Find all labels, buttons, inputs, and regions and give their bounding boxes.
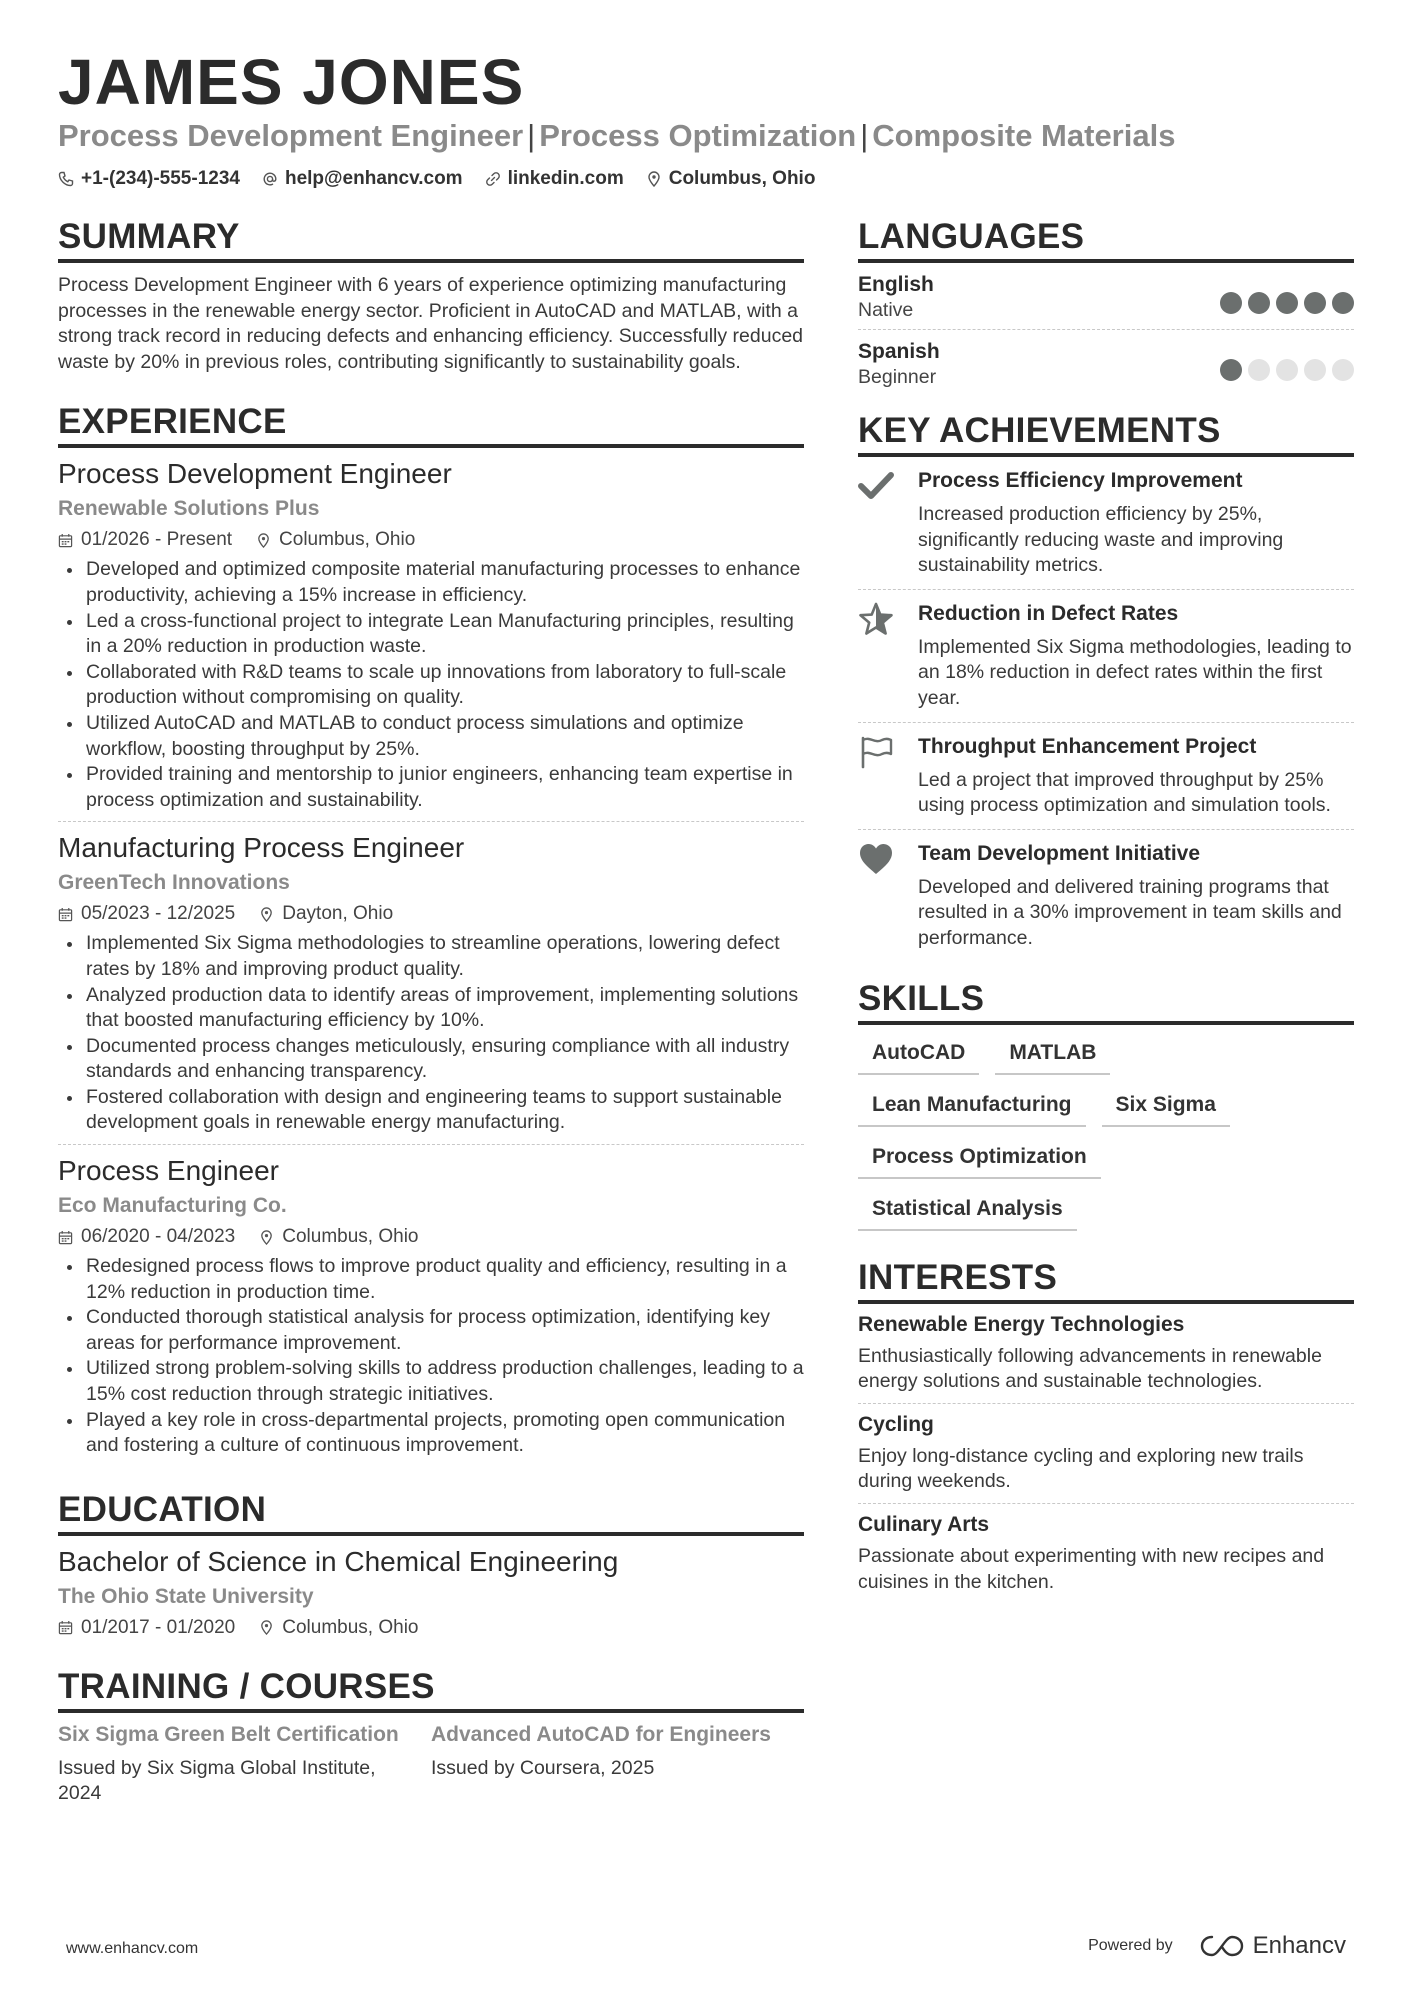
section-heading: SKILLS: [858, 978, 1354, 1025]
language-name: English: [858, 273, 934, 296]
job-entry: [58, 822, 804, 1145]
contact-linkedin[interactable]: [485, 168, 624, 190]
job-entry: [58, 448, 804, 822]
job-dates: 06/2020 - 04/2023: [81, 1226, 236, 1248]
link-icon: [485, 171, 501, 187]
brand-name: Enhancv: [1252, 1932, 1346, 1959]
flag-icon: [858, 735, 894, 769]
list-item: Analyzed production data to identify areas of improvement, implementing solutions that boosted manufacturing efficiency by 10%.: [58, 983, 804, 1034]
left-column: [58, 216, 804, 1807]
section-heading: KEY ACHIEVEMENTS: [858, 410, 1354, 457]
education-meta: [58, 1614, 804, 1642]
company-name: GreenTech Innovations: [58, 871, 290, 895]
job-title: Process Development Engineer: [58, 458, 452, 490]
achievement-item: [858, 723, 1354, 830]
achievement-title: Process Efficiency Improvement: [918, 469, 1243, 492]
enhancv-logo-icon: [1199, 1933, 1245, 1959]
proficiency-dot-filled: [1304, 292, 1326, 314]
section-heading: SUMMARY: [58, 216, 804, 263]
contact-email[interactable]: [262, 168, 463, 190]
location-text: Columbus, Ohio: [668, 168, 816, 189]
right-column: [858, 216, 1354, 1603]
language-level: Beginner: [858, 366, 937, 388]
education-location: Columbus, Ohio: [282, 1616, 419, 1638]
contact-bar: [58, 168, 815, 190]
job-meta: [58, 900, 804, 928]
language-level: Native: [858, 299, 914, 321]
contact-phone[interactable]: [58, 168, 240, 190]
phone-text: +1-(234)-555-1234: [81, 168, 240, 189]
location-pin-icon: [259, 1620, 274, 1635]
job-location: Columbus, Ohio: [282, 1226, 419, 1248]
language-item: [858, 263, 1354, 330]
course-desc: Issued by Six Sigma Global Institute, 2024: [58, 1756, 376, 1805]
proficiency-dot-empty: [1248, 359, 1270, 381]
brand-logo[interactable]: [1199, 1932, 1346, 1960]
job-meta: [58, 1223, 804, 1251]
headline-title-2: Process Optimization: [539, 118, 857, 153]
footer-branding: [1088, 1932, 1346, 1960]
list-item: Played a key role in cross-departmental projects, promoting open communication and fostering a culture of continuous improvement.: [58, 1408, 804, 1459]
job-meta: [58, 526, 804, 554]
achievement-desc: Led a project that improved throughput by 25% using process optimization and simulation tools.: [918, 768, 1331, 817]
skill-tag: MATLAB: [995, 1037, 1110, 1075]
job-bullets: [58, 1254, 804, 1459]
skill-tag: Lean Manufacturing: [858, 1089, 1086, 1127]
achievement-title: Reduction in Defect Rates: [918, 601, 1179, 625]
interest-item: [858, 1404, 1354, 1504]
email-text: help@enhancv.com: [284, 168, 463, 189]
skill-tag: Statistical Analysis: [858, 1193, 1077, 1231]
job-dates: 05/2023 - 12/2025: [81, 903, 236, 925]
proficiency-dot-filled: [1276, 292, 1298, 314]
proficiency-dot-filled: [1332, 292, 1354, 314]
candidate-name: JAMES JONES: [58, 46, 525, 118]
course-desc: Issued by Coursera, 2025: [431, 1756, 655, 1779]
calendar-icon: [58, 1620, 73, 1635]
degree-title: Bachelor of Science in Chemical Engineering: [58, 1545, 619, 1577]
list-item: Utilized strong problem-solving skills to address production challenges, leading to a 15% cost reduction through strategic initiatives.: [58, 1356, 804, 1407]
proficiency-dot-empty: [1304, 359, 1326, 381]
job-title: Manufacturing Process Engineer: [58, 832, 465, 864]
job-bullets: [58, 557, 804, 813]
achievement-title: Team Development Initiative: [918, 841, 1201, 865]
list-item: Redesigned process flows to improve product quality and efficiency, resulting in a 12% reduction in production time.: [58, 1254, 804, 1305]
job-title: Process Engineer: [58, 1155, 280, 1187]
company-name: Renewable Solutions Plus: [58, 497, 320, 521]
list-item: Fostered collaboration with design and engineering teams to support sustainable development goals in renewable energy manufacturing.: [58, 1085, 804, 1136]
section-heading: TRAINING / COURSES: [58, 1666, 804, 1713]
footer-website[interactable]: www.enhancv.com: [66, 1940, 199, 1957]
job-entry: [58, 1145, 804, 1467]
achievement-desc: Implemented Six Sigma methodologies, leading to an 18% reduction in defect rates within the first year.: [918, 635, 1352, 709]
list-item: Utilized AutoCAD and MATLAB to conduct process simulations and optimize workflow, boosting throughput by 25%.: [58, 711, 804, 762]
summary-section: [58, 216, 804, 375]
job-bullets: [58, 931, 804, 1136]
interest-title: Culinary Arts: [858, 1512, 990, 1536]
calendar-icon: [58, 533, 73, 548]
summary-text: Process Development Engineer with 6 years of experience optimizing manufacturing processes in the renewable energy sector. Proficient in AutoCAD and MATLAB, with a strong track record in reducing defects and enhancing efficiency. Successfully reduced waste by 20% in previous roles, contributing significantly to sustainability goals.: [58, 274, 804, 373]
proficiency-dot-filled: [1220, 292, 1242, 314]
course-entry: [58, 1721, 431, 1807]
checkmark-icon: [858, 469, 894, 503]
contact-location: [646, 168, 816, 190]
proficiency-dot-empty: [1332, 359, 1354, 381]
interest-item: [858, 1504, 1354, 1603]
location-pin-icon: [259, 907, 274, 922]
achievement-title: Throughput Enhancement Project: [918, 734, 1257, 758]
linkedin-text: linkedin.com: [507, 168, 624, 189]
section-heading: INTERESTS: [858, 1257, 1354, 1304]
at-icon: [262, 171, 278, 187]
skill-tag: Process Optimization: [858, 1141, 1101, 1179]
list-item: Developed and optimized composite material manufacturing processes to enhance productivity, achieving a 15% increase in efficiency.: [58, 557, 804, 608]
achievement-desc: Developed and delivered training programs that resulted in a 30% improvement in team skills and performance.: [918, 875, 1342, 949]
location-pin-icon: [256, 533, 271, 548]
proficiency-dot-filled: [1220, 359, 1242, 381]
proficiency-dot-filled: [1248, 292, 1270, 314]
proficiency-dot-empty: [1276, 359, 1298, 381]
list-item: Led a cross-functional project to integrate Lean Manufacturing principles, resulting in a 20% reduction in production waste.: [58, 609, 804, 660]
interest-desc: Enthusiastically following advancements in renewable energy solutions and sustainable technologies.: [858, 1344, 1322, 1393]
education-dates: 01/2017 - 01/2020: [81, 1616, 236, 1638]
achievement-item: [858, 830, 1354, 962]
calendar-icon: [58, 907, 73, 922]
proficiency-dots: [1220, 359, 1354, 381]
list-item: Conducted thorough statistical analysis for process optimization, identifying key areas for performance improvement.: [58, 1305, 804, 1356]
languages-section: [858, 216, 1354, 396]
star-icon: [858, 602, 894, 636]
proficiency-dots: [1220, 292, 1354, 314]
company-name: Eco Manufacturing Co.: [58, 1194, 287, 1218]
job-location: Columbus, Ohio: [279, 529, 416, 551]
job-location: Dayton, Ohio: [282, 903, 394, 925]
course-title: Six Sigma Green Belt Certification: [58, 1722, 399, 1746]
achievements-section: [858, 410, 1354, 962]
course-title: Advanced AutoCAD for Engineers: [431, 1722, 771, 1746]
experience-section: [58, 401, 804, 1466]
education-section: [58, 1489, 804, 1642]
language-item: [858, 330, 1354, 396]
course-list: [58, 1721, 804, 1807]
interest-desc: Passionate about experimenting with new recipes and cuisines in the kitchen.: [858, 1544, 1325, 1593]
calendar-icon: [58, 1230, 73, 1245]
school-name: The Ohio State University: [58, 1584, 314, 1608]
interest-title: Cycling: [858, 1412, 934, 1436]
heart-icon: [858, 842, 894, 876]
section-heading: EDUCATION: [58, 1489, 804, 1536]
interest-desc: Enjoy long-distance cycling and exploring new trails during weekends.: [858, 1444, 1304, 1493]
location-pin-icon: [259, 1230, 274, 1245]
achievement-item: [858, 457, 1354, 590]
interest-item: [858, 1304, 1354, 1404]
list-item: Collaborated with R&D teams to scale up innovations from laboratory to full-scale production without compromising on quality.: [58, 660, 804, 711]
job-dates: 01/2026 - Present: [81, 529, 233, 551]
skill-list: [858, 1037, 1278, 1231]
powered-by-label: Powered by: [1088, 1937, 1173, 1954]
interest-title: Renewable Energy Technologies: [858, 1312, 1185, 1336]
achievement-item: [858, 590, 1354, 723]
list-item: Implemented Six Sigma methodologies to streamline operations, lowering defect rates by 18% and improving product quality.: [58, 931, 804, 982]
headline-separator: |: [527, 118, 536, 153]
section-heading: EXPERIENCE: [58, 401, 804, 448]
section-heading: LANGUAGES: [858, 216, 1354, 263]
headline: [58, 116, 1175, 156]
headline-title-1: Process Development Engineer: [58, 118, 524, 153]
location-pin-icon: [646, 171, 662, 187]
achievement-desc: Increased production efficiency by 25%, significantly reducing waste and improving sustainability metrics.: [918, 503, 1284, 577]
headline-title-3: Composite Materials: [872, 118, 1176, 153]
skill-tag: Six Sigma: [1102, 1089, 1230, 1127]
course-entry: [431, 1721, 804, 1807]
skill-tag: AutoCAD: [858, 1037, 979, 1075]
phone-icon: [58, 171, 74, 187]
list-item: Documented process changes meticulously, ensuring compliance with all industry standards and enhancing transparency.: [58, 1034, 804, 1085]
skills-section: [858, 978, 1354, 1231]
training-section: [58, 1666, 804, 1807]
interests-section: [858, 1257, 1354, 1604]
list-item: Provided training and mentorship to junior engineers, enhancing team expertise in process optimization and sustainability.: [58, 762, 804, 813]
headline-separator: |: [860, 118, 869, 153]
language-name: Spanish: [858, 340, 940, 363]
